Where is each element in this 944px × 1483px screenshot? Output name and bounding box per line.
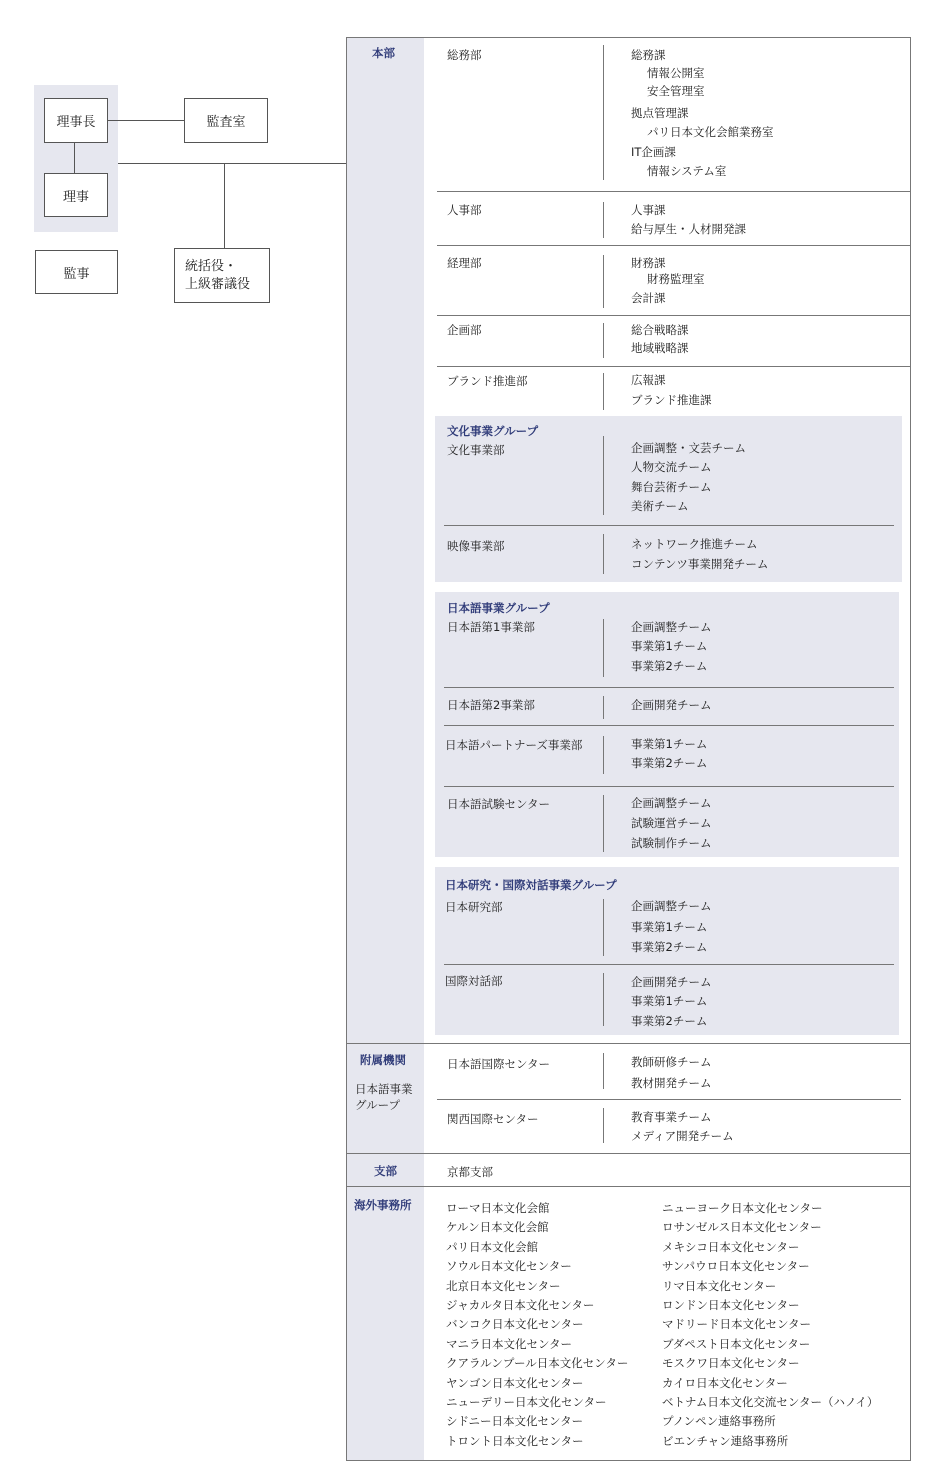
dept-nihon-kenkyu: 日本研究部 xyxy=(445,900,503,914)
row-divider xyxy=(444,964,894,965)
dept-eizo: 映像事業部 xyxy=(447,539,505,553)
unit-n1-kikaku: 企画調整チーム xyxy=(631,620,712,634)
dept-divider xyxy=(603,373,604,410)
auditor-box xyxy=(35,250,118,294)
overseas-office: サンパウロ日本文化センター xyxy=(662,1259,810,1274)
section-header-fuzoku: 附属機関 xyxy=(360,1053,406,1067)
overseas-office: ジャカルタ日本文化センター xyxy=(446,1298,595,1313)
unit-p-jigyo2: 事業第2チーム xyxy=(631,756,708,770)
unit-media: メディア開発チーム xyxy=(631,1129,734,1143)
dept-divider xyxy=(603,255,604,308)
section-divider xyxy=(346,1186,911,1187)
section-divider xyxy=(346,1043,911,1044)
unit-kyoiku-jigyo: 教育事業チーム xyxy=(631,1110,712,1124)
dept-divider xyxy=(603,202,604,238)
dept-divider xyxy=(603,619,604,677)
overseas-office: カイロ日本文化センター xyxy=(662,1375,788,1390)
dept-divider xyxy=(603,323,604,358)
overseas-office: ヤンゴン日本文化センター xyxy=(446,1375,584,1390)
unit-jinbutsu: 人物交流チーム xyxy=(631,460,712,474)
unit-paris-gyomu: パリ日本文化会館業務室 xyxy=(647,125,774,139)
unit-koho: 広報課 xyxy=(631,373,666,387)
research-group-title: 日本研究・国際対話事業グループ xyxy=(445,878,617,892)
overseas-office: ローマ日本文化会館 xyxy=(446,1201,550,1215)
row-divider xyxy=(437,191,911,192)
unit-p-jigyo1: 事業第1チーム xyxy=(631,737,708,751)
overseas-list-left xyxy=(446,1199,628,1451)
auditor-label: 監事 xyxy=(63,266,90,282)
unit-t-jigyo1: 事業第1チーム xyxy=(631,994,708,1008)
audit-office-box xyxy=(184,98,268,143)
overseas-office: ケルン日本文化会館 xyxy=(446,1220,549,1235)
unit-chiiki-senryaku: 地域戦略課 xyxy=(631,341,689,355)
unit-kikaku-bungei: 企画調整・文芸チーム xyxy=(631,441,746,455)
row-divider xyxy=(444,687,894,688)
overseas-office: ニューデリー日本文化センター xyxy=(446,1395,607,1410)
unit-network: ネットワーク推進チーム xyxy=(631,537,758,551)
dept-kikaku: 企画部 xyxy=(447,323,482,337)
dept-shiken: 日本語試験センター xyxy=(447,797,551,811)
overseas-office: モスクワ日本文化センター xyxy=(662,1356,800,1371)
unit-n2-kikaku: 企画開発チーム xyxy=(631,698,712,712)
overseas-office: ロサンゼルス日本文化センター xyxy=(662,1220,822,1235)
unit-brand-suishin: ブランド推進課 xyxy=(631,393,712,407)
overseas-office: シドニー日本文化センター xyxy=(446,1414,584,1429)
row-divider xyxy=(444,725,894,726)
dept-keiri: 経理部 xyxy=(447,256,482,270)
senior-officer-line1: 統括役・ xyxy=(185,258,238,274)
dept-nihongo-1: 日本語第1事業部 xyxy=(447,620,535,634)
unit-zaimu-kanri: 財務監理室 xyxy=(647,272,705,286)
overseas-office: 北京日本文化センター xyxy=(446,1278,561,1293)
unit-anzen-kanri: 安全管理室 xyxy=(647,84,705,98)
dept-divider xyxy=(603,795,604,852)
overseas-office: クアラルンプール日本文化センター xyxy=(446,1356,629,1371)
unit-n1-jigyo1: 事業第1チーム xyxy=(631,639,708,653)
dept-somu: 総務部 xyxy=(447,48,482,62)
unit-zaimu: 財務課 xyxy=(631,256,666,270)
section-divider xyxy=(346,1153,911,1154)
unit-kaikei: 会計課 xyxy=(631,291,666,305)
unit-k-jigyo1: 事業第1チーム xyxy=(631,920,708,934)
section-header-honbu: 本部 xyxy=(372,46,395,60)
row-divider xyxy=(437,1099,901,1100)
dept-kokusai-taiwa: 国際対話部 xyxy=(445,974,503,988)
dept-divider xyxy=(603,1053,604,1089)
unit-joho-system: 情報システム室 xyxy=(647,164,727,178)
dept-nihongo-kokusai: 日本語国際センター xyxy=(447,1057,551,1071)
connector xyxy=(224,163,225,248)
dept-bunka: 文化事業部 xyxy=(447,443,505,457)
row-divider xyxy=(444,786,894,787)
dept-divider xyxy=(603,436,604,515)
unit-bijutsu: 美術チーム xyxy=(631,499,689,513)
director-label: 理事 xyxy=(62,189,89,205)
fuzoku-group-label-2: グループ xyxy=(355,1098,401,1112)
overseas-office: プノンペン連絡事務所 xyxy=(662,1414,776,1429)
overseas-office: ベトナム日本文化交流センター（ハノイ） xyxy=(662,1395,879,1410)
row-divider xyxy=(444,525,894,526)
fuzoku-group-label-1: 日本語事業 xyxy=(355,1082,413,1096)
dept-kansai: 関西国際センター xyxy=(447,1112,539,1126)
unit-butai: 舞台芸術チーム xyxy=(631,480,712,494)
overseas-office: トロント日本文化センター xyxy=(446,1433,584,1448)
dept-partners: 日本語パートナーズ事業部 xyxy=(445,738,583,752)
overseas-office: マニラ日本文化センター xyxy=(446,1336,573,1351)
unit-contents: コンテンツ事業開発チーム xyxy=(631,557,769,571)
overseas-office: メキシコ日本文化センター xyxy=(662,1239,800,1254)
unit-kyoshi-kenshu: 教師研修チーム xyxy=(631,1055,712,1069)
chairman-label: 理事長 xyxy=(56,115,96,130)
overseas-office: ブダペスト日本文化センター xyxy=(662,1336,811,1351)
dept-nihongo-2: 日本語第2事業部 xyxy=(447,698,535,712)
overseas-office: ロンドン日本文化センター xyxy=(662,1298,800,1313)
section-header-shibu: 支部 xyxy=(374,1164,397,1178)
dept-divider xyxy=(603,45,604,180)
unit-jinji-ka: 人事課 xyxy=(631,203,666,217)
unit-t-kikaku: 企画開発チーム xyxy=(631,975,712,989)
unit-joho-kokai: 情報公開室 xyxy=(647,66,705,80)
row-divider xyxy=(437,245,911,246)
dept-divider xyxy=(603,899,604,956)
chairman-box xyxy=(44,98,108,143)
unit-t-jigyo2: 事業第2チーム xyxy=(631,1014,708,1028)
overseas-list-right xyxy=(662,1199,878,1451)
overseas-office: バンコク日本文化センター xyxy=(446,1317,584,1332)
dept-divider xyxy=(603,1108,604,1143)
connector xyxy=(118,163,346,164)
dept-jinji: 人事部 xyxy=(447,203,482,217)
dept-divider xyxy=(603,534,604,574)
audit-office-label: 監査室 xyxy=(206,115,246,130)
connector xyxy=(107,120,184,121)
dept-divider xyxy=(603,696,604,719)
unit-k-jigyo2: 事業第2チーム xyxy=(631,940,708,954)
overseas-office: ソウル日本文化センター xyxy=(446,1259,572,1274)
senior-officer-line2: 上級審議役 xyxy=(185,276,251,292)
branch-kyoto: 京都支部 xyxy=(447,1165,493,1179)
overseas-office: ニューヨーク日本文化センター xyxy=(662,1201,823,1215)
connector xyxy=(74,143,75,173)
overseas-office: マドリード日本文化センター xyxy=(662,1317,812,1332)
overseas-office: ビエンチャン連絡事務所 xyxy=(662,1433,789,1448)
dept-divider xyxy=(603,736,604,774)
culture-group-title: 文化事業グループ xyxy=(447,424,539,438)
director-box xyxy=(44,173,108,217)
unit-s-unei: 試験運営チーム xyxy=(631,816,712,830)
unit-sogo-senryaku: 総合戦略課 xyxy=(631,323,689,337)
overseas-office: パリ日本文化会館 xyxy=(446,1239,538,1254)
overseas-office: リマ日本文化センター xyxy=(662,1278,777,1293)
unit-s-kikaku: 企画調整チーム xyxy=(631,796,712,810)
unit-n1-jigyo2: 事業第2チーム xyxy=(631,659,708,673)
unit-somu-ka: 総務課 xyxy=(631,48,666,62)
unit-it-kikaku: IT企画課 xyxy=(631,145,676,159)
unit-kyuyo: 給与厚生・人材開発課 xyxy=(631,222,746,236)
section-header-kaigai: 海外事務所 xyxy=(354,1198,412,1212)
unit-kyozai: 教材開発チーム xyxy=(631,1076,712,1090)
section-header-column xyxy=(347,38,424,1460)
dept-brand: ブランド推進部 xyxy=(447,374,528,388)
dept-divider xyxy=(603,973,604,1026)
unit-kyoten-kanri: 拠点管理課 xyxy=(631,106,689,120)
unit-k-kikaku: 企画調整チーム xyxy=(631,899,712,913)
row-divider xyxy=(437,366,911,367)
row-divider xyxy=(437,315,911,316)
japanese-group-title: 日本語事業グループ xyxy=(447,601,550,615)
unit-s-seisaku: 試験制作チーム xyxy=(631,836,712,850)
senior-officer-box xyxy=(174,248,270,303)
